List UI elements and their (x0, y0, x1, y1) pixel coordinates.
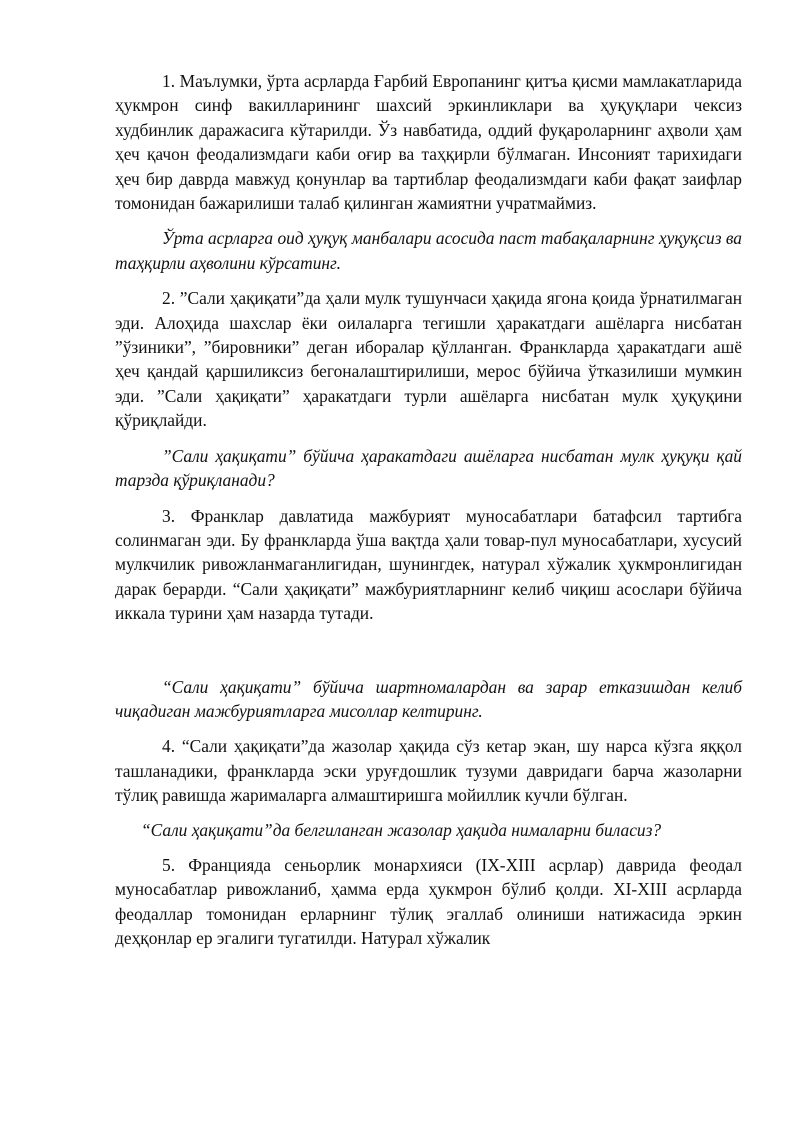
question-3: “Сали ҳақиқати” бўйича шартномалардан ва зарар етказишдан келиб чиқадиган мажбуриятларга мисоллар келтиринг. (115, 676, 742, 721)
paragraph-3: 3. Франклар давлатида мажбурият муносабатлари батафсил тартибга солинмаган эди. Бу франкларда ўша вақтда ҳали товар-пул муносабатлари, хусусий мулкчилик ривожланмаганлигидан, шунингдек, натурал хўжалик ҳукмронлигидан дарак берарди. “Сали ҳақиқати” мажбуриятларнинг келиб чиқиш асослари бўйича иккала турини ҳам назарда тутади. (115, 505, 742, 624)
paragraph-4: 4. “Сали ҳақиқати”да жазолар ҳақида сўз кетар экан, шу нарса кўзга яққол ташланадики, франкларда эски уруғдошлик тузуми давридаги барча жазоларни тўлиқ равишда жарималарга алмаштиришга мойиллик кучли бўлган. (115, 736, 742, 806)
question-1: Ўрта асрларга оид ҳуқуқ манбалари асосида паст табақаларнинг ҳуқуқсиз ва таҳқирли аҳволини кўрсатинг. (115, 228, 742, 273)
question-2: ”Сали ҳақиқати” бўйича ҳаракатдаги ашёларга нисбатан мулк ҳуқуқи қай тарзда қўриқланади? (115, 445, 742, 491)
question-4: “Сали ҳақиқати”да белгиланган жазолар ҳақида нималарни биласиз? (141, 819, 662, 840)
paragraph-2: 2. ”Сали ҳақиқати”да ҳали мулк тушунчаси ҳақида ягона қоида ўрнатилмаган эди. Алоҳида шахслар ёки оилаларга тегишли ҳаракатдаги ашёларга нисбатан ”ўзиники”, ”бировники” деган иборалар қўлланган. Франкларда ҳаракатдаги ашё ҳеч қандай қаршиликсиз бегоналаштирилиши, мерос бўйича ўтказилиши мумкин эди. ”Сали ҳақиқати” ҳаракатдаги турли ашёларга нисбатан мулк ҳуқуқини қўриқлайди. (115, 288, 742, 431)
document-page (115, 69, 742, 951)
paragraph-5: 5. Францияда сеньорлик монархияси (IX-XIII асрлар) даврида феодал муносабатлар ривожланиб, ҳамма ерда ҳукмрон бўлиб қолди. XI-XIII асрларда феодаллар томонидан ерларнинг тўлиқ эгаллаб олиниши натижасида эркин деҳқонлар ер эгалиги тугатилди. Натурал хўжалик (115, 854, 742, 949)
paragraph-1: 1. Маълумки, ўрта асрларда Ғарбий Европанинг қитъа қисми мамлакатларида ҳукмрон синф вакилларининг шахсий эркинликлари ва ҳуқуқлари чексиз худбинлик даражасига кўтарилди. Ўз навбатида, оддий фуқароларнинг аҳволи ҳам ҳеч қачон феодализмдаги каби оғир ва таҳқирли бўлмаган. Инсоният тарихидаги ҳеч бир даврда мавжуд қонунлар ва тартиблар феодализмдаги каби фақат заифлар томонидан бажарилиши талаб қилинган жамиятни учратмаймиз. (115, 71, 742, 214)
